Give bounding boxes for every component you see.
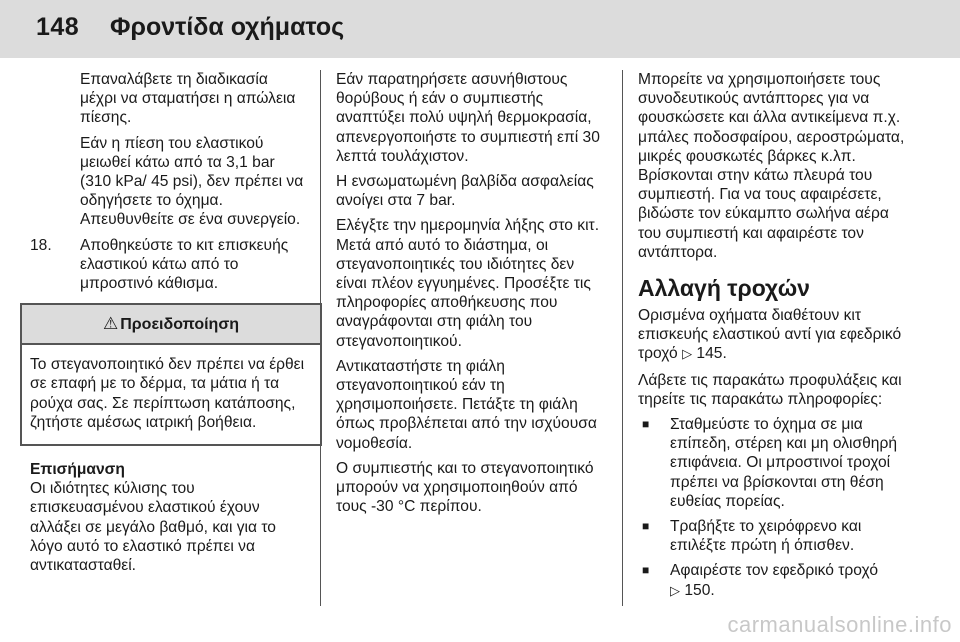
list-item-text-main: Αφαιρέστε τον εφεδρικό τροχό bbox=[670, 562, 878, 580]
column-left bbox=[30, 70, 305, 581]
step-text: Αποθηκεύστε το κιτ επισκευής ελαστικού κάτω από το μπροστινό κάθισμα. bbox=[80, 236, 289, 293]
paragraph: Μπορείτε να χρησιμοποιήσετε τους συνοδευτικούς αντάπτορες για να φουσκώσετε και άλλα αντικείμενα π.χ. μπάλες ποδοσφαίρου, αεροστρώματα, μικρές φουσκωτές βάρκες κ.λπ. Βρίσκονται στην κάτω πλευρά του συμπιεστή. Για να τους αφαιρέσετε, βιδώστε τον εύκαμπτο σωλήνα αέρα του συμπιεστή και αφαιρέστε τον αντάπτορα. bbox=[638, 71, 905, 261]
numbered-step bbox=[30, 236, 305, 294]
warning-header bbox=[22, 305, 320, 345]
column-right bbox=[638, 70, 908, 607]
bullet-square-icon: ■ bbox=[642, 519, 650, 534]
column-middle bbox=[336, 70, 604, 522]
paragraph: Επαναλάβετε τη διαδικασία μέχρι να σταματήσει η απώλεια πίεσης. bbox=[80, 71, 296, 127]
paragraph bbox=[638, 306, 908, 365]
step-number: 18. bbox=[30, 236, 52, 254]
list-item-text: Τραβήξτε το χειρόφρενο και επιλέξτε πρώτη ή όπισθεν. bbox=[670, 518, 862, 555]
list-item-text: Σταθμεύστε το όχημα σε μια επίπεδη, στέρεη και μη ολισθηρή επιφάνεια. Οι μπροστινοί τροχοί πρέπει να βρίσκονται στη θέση ευθείας πορείας. bbox=[670, 416, 898, 510]
paragraph: Λάβετε τις παρακάτω προφυλάξεις και τηρείτε τις παρακάτω πληροφορίες: bbox=[638, 371, 902, 408]
page-reference-icon: ▷ bbox=[670, 583, 680, 599]
watermark: carmanualsonline.info bbox=[727, 612, 952, 637]
bullet-square-icon: ■ bbox=[642, 417, 650, 432]
page-reference-link[interactable]: 150. bbox=[684, 581, 715, 599]
warning-text: Το στεγανοποιητικό δεν πρέπει να έρθει σε επαφή με το δέρμα, τα μάτια ή τα ρούχα σας. Σε περίπτωση κατάποσης, ζητήστε αμέσως ιατρική βοήθεια. bbox=[30, 356, 305, 431]
paragraph: Εάν παρατηρήσετε ασυνήθιστους θορύβους ή εάν ο συμπιεστής αναπτύξει πολύ υψηλή θερμοκρασία, απενεργοποιήστε το συμπιεστή επί 30 λεπτά τουλάχιστον. bbox=[336, 71, 600, 165]
column-divider bbox=[622, 70, 623, 606]
page-title: Φροντίδα οχήματος bbox=[110, 13, 345, 41]
list-item bbox=[638, 415, 908, 511]
section-title: Αλλαγή τροχών bbox=[638, 275, 810, 302]
list-item-text bbox=[670, 561, 878, 600]
bullet-square-icon: ■ bbox=[642, 563, 650, 578]
list-item bbox=[638, 561, 908, 600]
page-reference-link[interactable]: 145. bbox=[696, 345, 727, 363]
warning-title: Προειδοποίηση bbox=[120, 316, 240, 334]
paragraph: Ο συμπιεστής και το στεγανοποιητικό μπορούν να χρησιμοποιηθούν από τους -30 °C περίπου. bbox=[336, 459, 594, 516]
paragraph: Εάν η πίεση του ελαστικού μειωθεί κάτω από τα 3,1 bar (310 kPa/ 45 psi), δεν πρέπει να οδηγήσετε το όχημα. Απευθυνθείτε σε ένα συνεργείο. bbox=[80, 134, 304, 229]
page-header bbox=[0, 0, 960, 58]
note-title: Επισήμανση bbox=[30, 461, 125, 479]
warning-box bbox=[20, 303, 322, 446]
page-reference-icon: ▷ bbox=[682, 347, 693, 363]
warning-triangle-icon: ⚠ bbox=[102, 314, 119, 334]
paragraph: Αντικαταστήστε τη φιάλη στεγανοποιητικού εάν τη χρησιμοποιήσετε. Πετάξτε τη φιάλη όπως προβλέπεται από την ισχύουσα νομοθεσία. bbox=[336, 357, 597, 452]
page-number: 148 bbox=[36, 13, 80, 41]
paragraph-text: Ορισμένα οχήματα διαθέτουν κιτ επισκευής ελαστικού αντί για εφεδρικό τροχό bbox=[638, 307, 902, 363]
bullet-list bbox=[638, 415, 908, 601]
paragraph: Ελέγξτε την ημερομηνία λήξης στο κιτ. Μετά από αυτό το διάστημα, οι στεγανοποιητικές του ιδιότητες δεν είναι πλέον εγγυημένες. Προσέξτε τις πληροφορίες αποθήκευσης που αναγράφονται στη φιάλη του στεγανοποιητικού. bbox=[336, 217, 600, 350]
note-text: Οι ιδιότητες κύλισης του επισκευασμένου ελαστικού έχουν αλλάξει σε μεγάλο βαθμό, και για το λόγο αυτό το ελαστικό πρέπει να αντικατασταθεί. bbox=[30, 480, 276, 575]
paragraph: Η ενσωματωμένη βαλβίδα ασφαλείας ανοίγει στα 7 bar. bbox=[336, 173, 594, 210]
list-item bbox=[638, 517, 908, 555]
